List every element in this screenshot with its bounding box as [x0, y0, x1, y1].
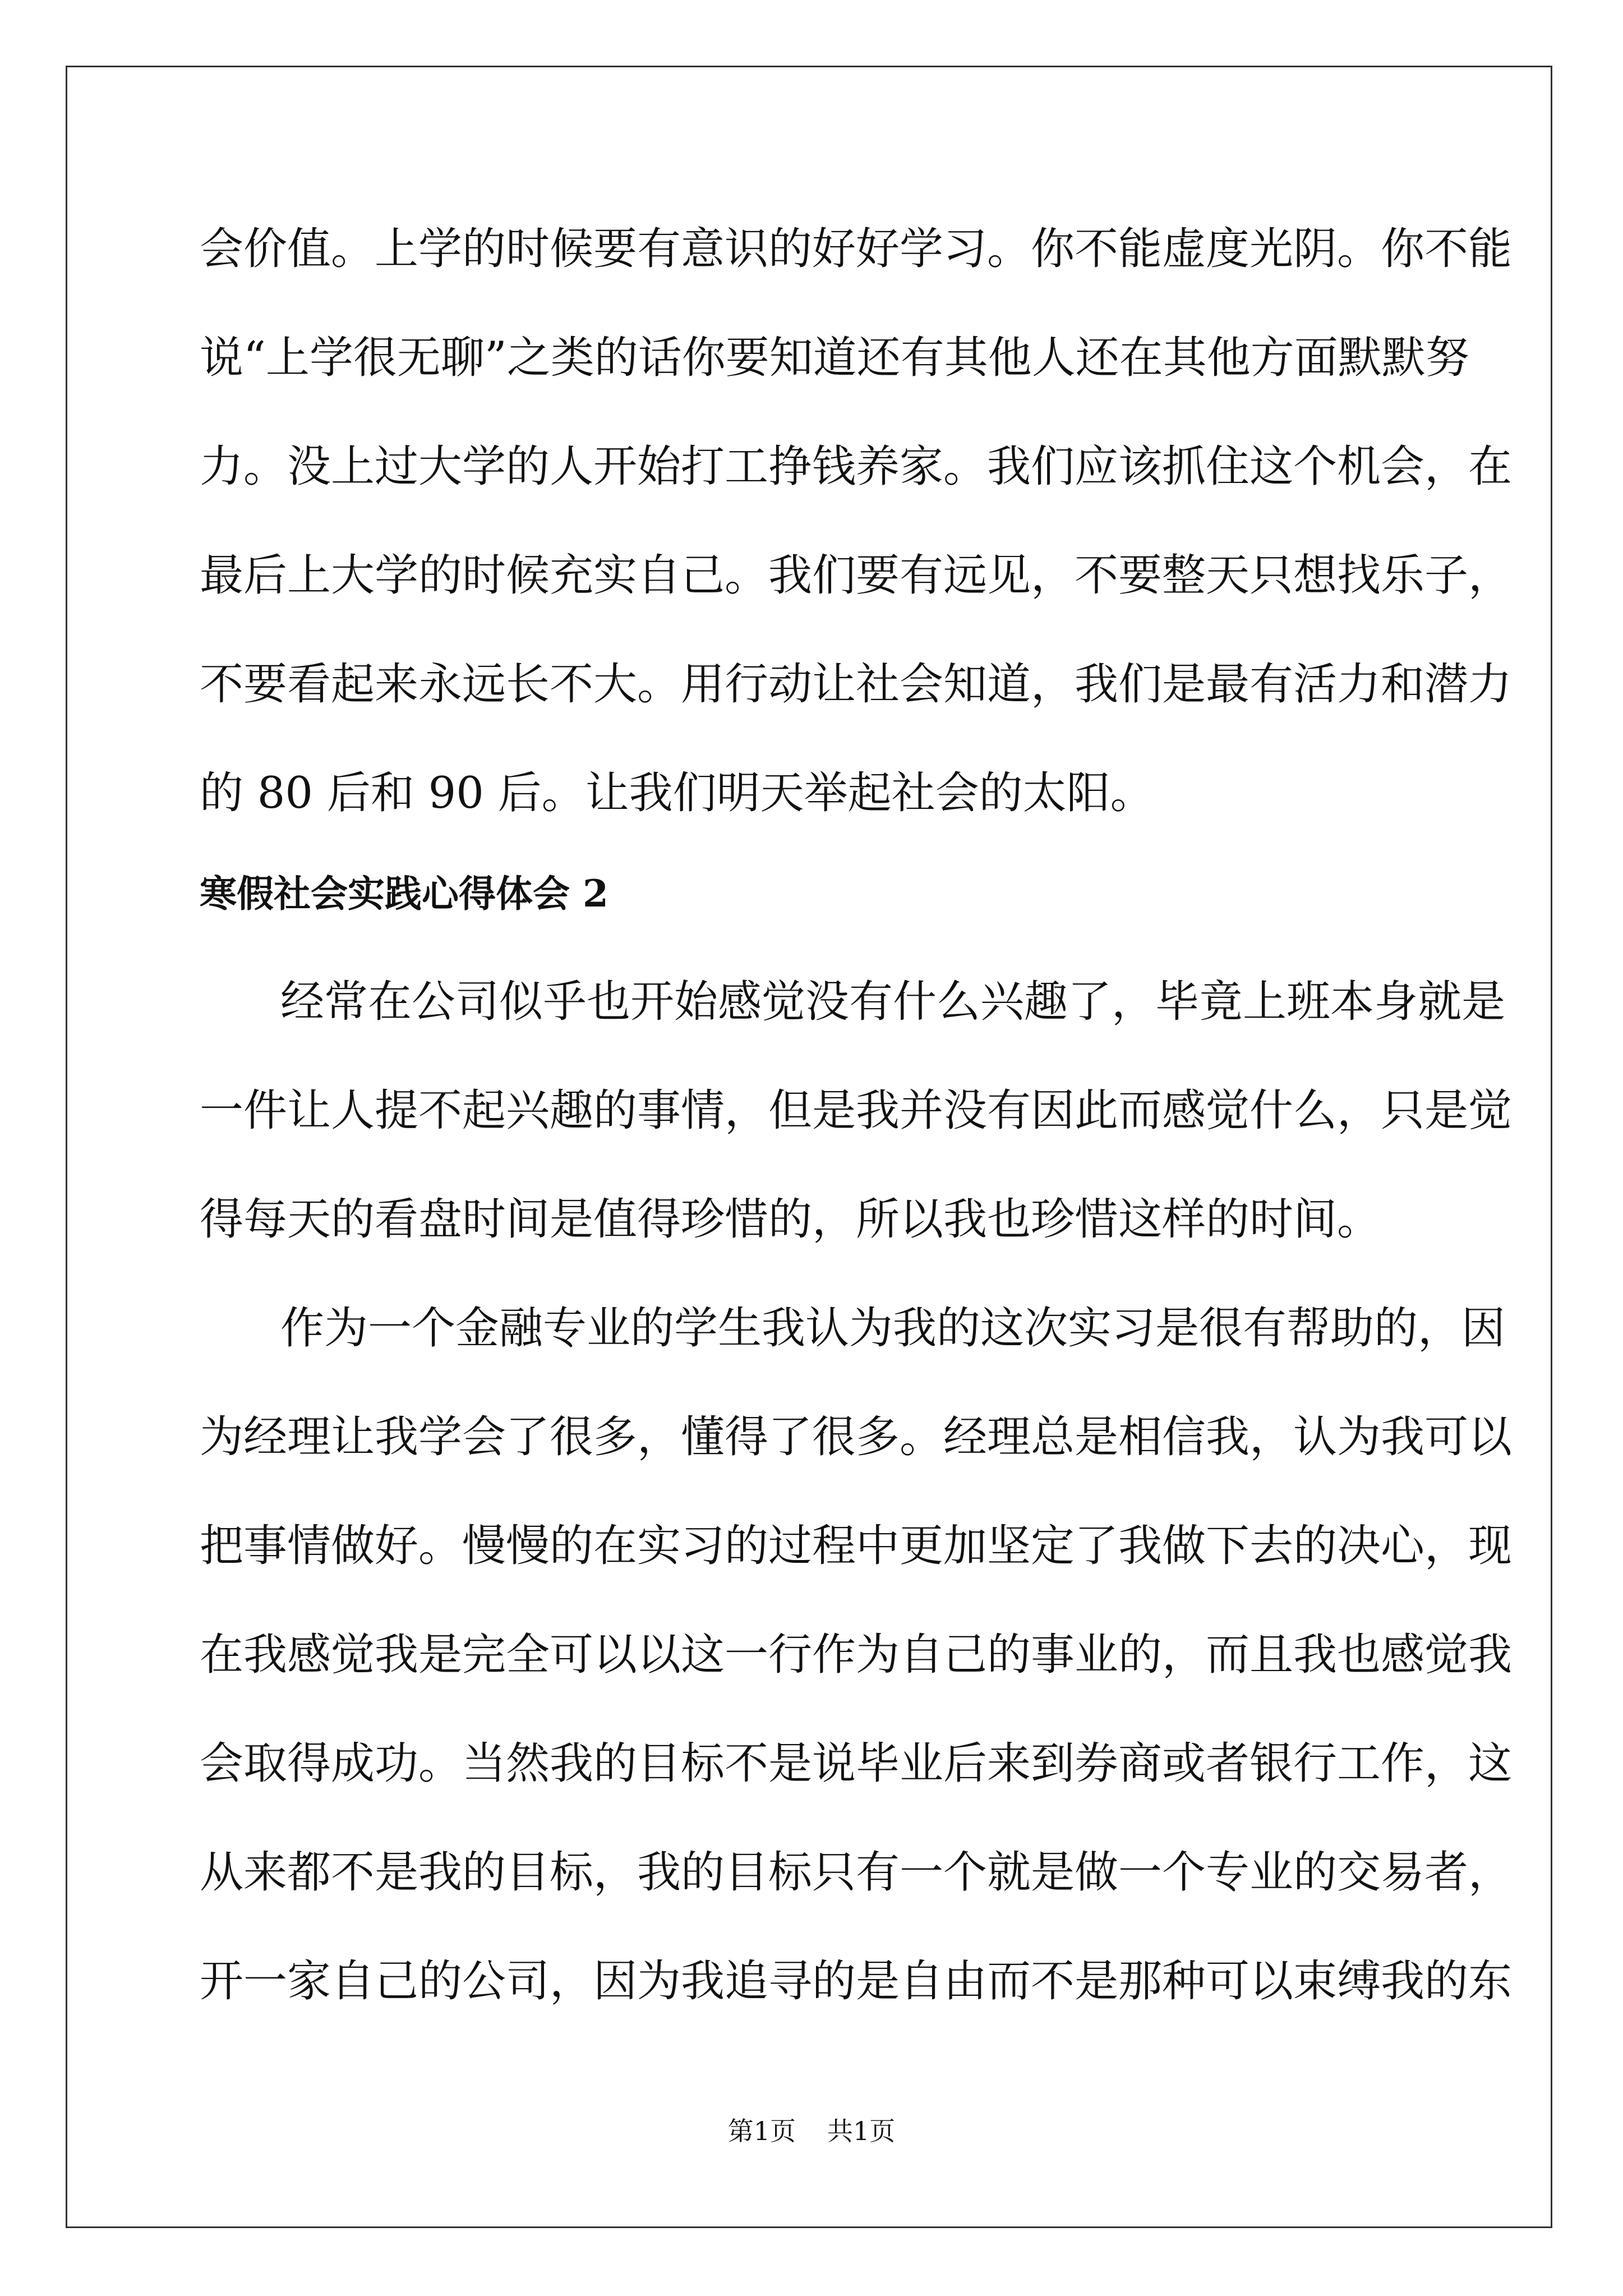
body-line: 会价值。上学的时候要有意识的好好学习。你不能虚度光阴。你不能: [200, 224, 1513, 274]
paragraph-line: 开一家自己的公司，因为我追寻的是自由而不是那种可以束缚我的东: [200, 1956, 1513, 2007]
body-line: 力。没上过大学的人开始打工挣钱养家。我们应该抓住这个机会，在: [200, 441, 1513, 492]
page-border: [66, 66, 1552, 2228]
body-line: 不要看起来永远长不大。用行动让社会知道，我们是最有活力和潜力: [200, 659, 1513, 710]
paragraph-line: 得每天的看盘时间是值得珍惜的，所以我也珍惜这样的时间。: [200, 1194, 1381, 1245]
body-line: 说“上学很无聊”之类的话你要知道还有其他人还在其他方面默默努: [200, 333, 1469, 383]
paragraph-line: 经常在公司似乎也开始感觉没有什么兴趣了，毕竟上班本身就是: [280, 977, 1506, 1027]
paragraph-line: 在我感觉我是完全可以以这一行作为自己的事业的，而且我也感觉我: [200, 1630, 1513, 1680]
paragraph-line: 把事情做好。慢慢的在实习的过程中更加坚定了我做下去的决心，现: [200, 1521, 1513, 1571]
body-line: 最后上大学的时候充实自己。我们要有远见，不要整天只想找乐子，: [200, 550, 1513, 601]
paragraph-line: 作为一个金融专业的学生我认为我的这次实习是很有帮助的，因: [280, 1303, 1506, 1354]
paragraph-line: 为经理让我学会了很多，懂得了很多。经理总是相信我，认为我可以: [200, 1412, 1513, 1462]
page-total: 共1页: [827, 2116, 896, 2146]
body-line: 的 80 后和 90 后。让我们明天举起社会的太阳。: [200, 768, 1154, 818]
page-footer: [0, 2118, 1623, 2144]
paragraph-line: 一件让人提不起兴趣的事情，但是我并没有因此而感觉什么，只是觉: [200, 1085, 1513, 1136]
section-heading: 寒假社会实践心得体会 2: [200, 872, 608, 915]
paragraph-line: 会取得成功。当然我的目标不是说毕业后来到券商或者银行工作，这: [200, 1738, 1513, 1789]
paragraph-line: 从来都不是我的目标，我的目标只有一个就是做一个专业的交易者，: [200, 1847, 1513, 1898]
page-number: 第1页: [727, 2116, 796, 2146]
